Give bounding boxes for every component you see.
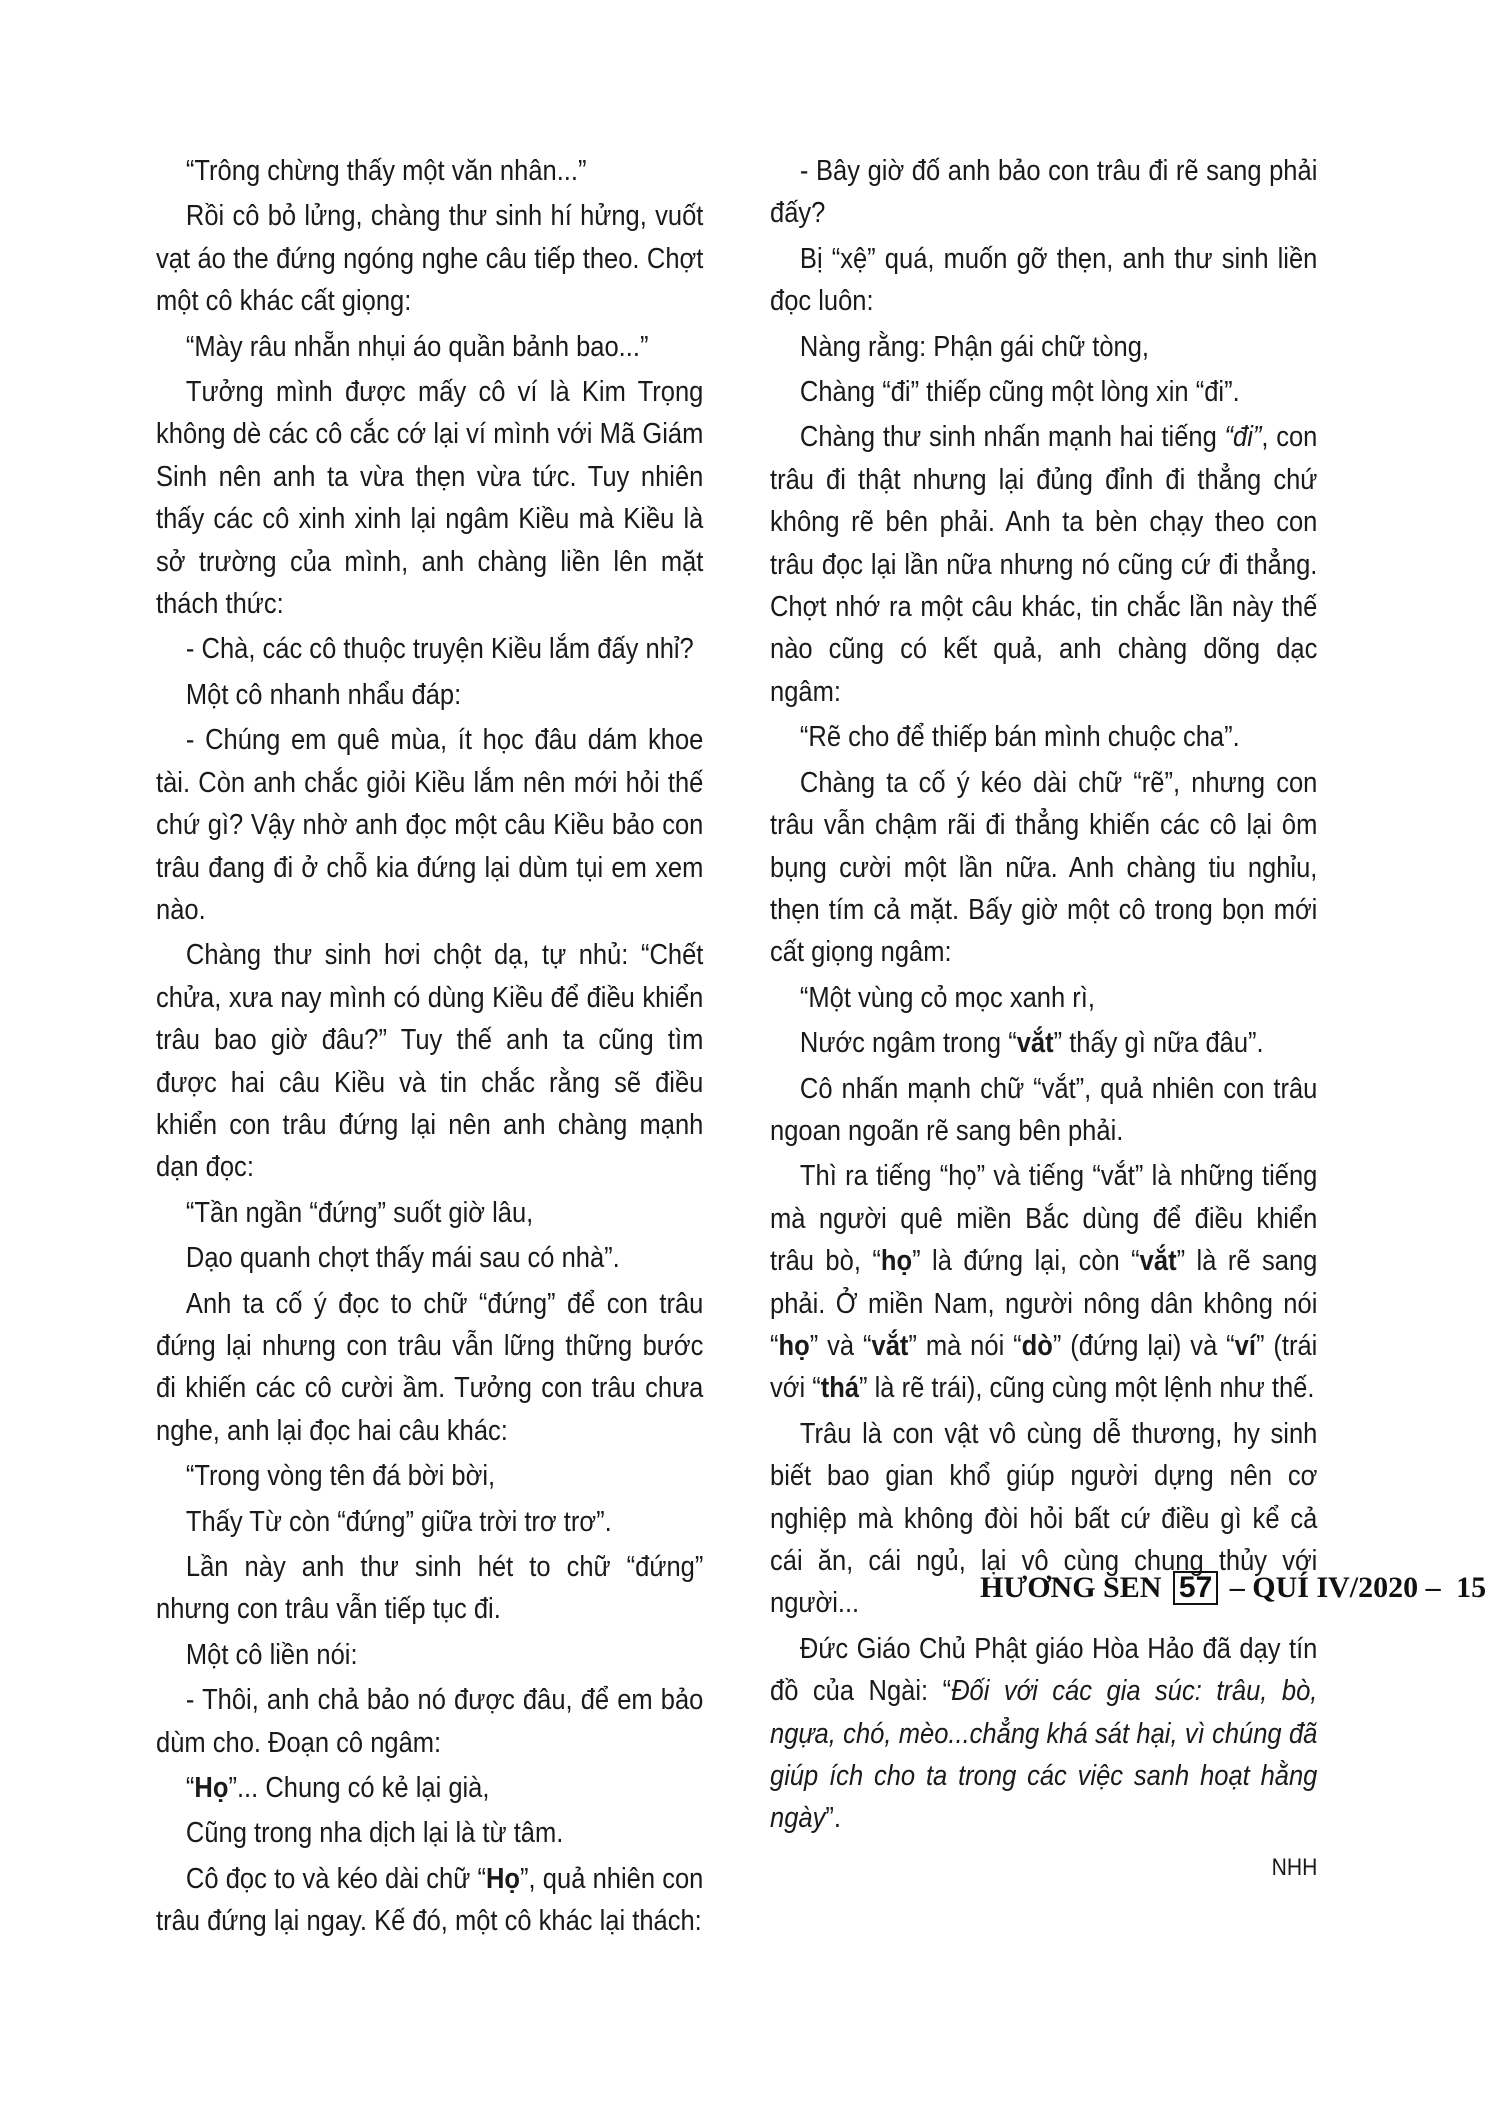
paragraph [770, 326, 1317, 371]
paragraph [156, 1455, 703, 1500]
paragraph [156, 150, 703, 195]
text-run: Một cô liền nói: [185, 1638, 358, 1671]
paragraph [156, 1679, 703, 1767]
text-run: Nàng rằng: Phận gái chữ tòng, [799, 330, 1150, 363]
text-run: Một cô nhanh nhẩu đáp: [185, 678, 462, 711]
paragraph [770, 416, 1317, 716]
text-run: Cô nhấn mạnh chữ “vắt”, quả nhiên con trâu ngoan ngoãn rẽ sang bên phải. [770, 1072, 1318, 1147]
text-run: - Chúng em quê mùa, ít học đâu dám khoe tài. Còn anh chắc giỏi Kiều lắm nên mới hỏi thế chứ gì? Vậy nhờ anh đọc một câu Kiều bảo con trâu đang đi ở chỗ kia đứng lại dùm tụi em xem nào. [156, 724, 704, 926]
text-run: - Thôi, anh chả bảo nó được đâu, để em bảo dùm cho. Đoạn cô ngâm: [156, 1684, 704, 1759]
text-run: Anh ta cố ý đọc to chữ “đứng” để con trâu đứng lại nhưng con trâu vẫn lững thững bước đi khiến các cô cười ầm. Tưởng con trâu chưa nghe, anh lại đọc hai câu khác: [156, 1287, 704, 1447]
text-run: “Một vùng cỏ mọc xanh rì, [799, 981, 1095, 1014]
text-run: “Tần ngần “đứng” suốt giờ lâu, [185, 1196, 534, 1229]
paragraph [156, 1858, 703, 1946]
footer-separator-2: – [1425, 1571, 1441, 1605]
text-run: ”... Chung có kẻ lại già, [228, 1772, 490, 1805]
issue-quarter: QUÍ IV/2020 [1252, 1571, 1419, 1605]
paragraph [156, 1767, 703, 1812]
bold-text: Họ [194, 1772, 229, 1805]
text-run: ” và “ [809, 1329, 872, 1362]
text-run: Bị “xệ” quá, muốn gỡ thẹn, anh thư sinh liền đọc luôn: [770, 242, 1318, 318]
left-column [156, 150, 703, 1946]
text-run: “Trong vòng tên đá bời bời, [185, 1460, 496, 1493]
italic-text: Đối với các gia súc: trâu, bò, ngựa, chó, mèo...chẳng khá sát hại, vì chúng đã giúp ích cho ta trong các việc sanh hoạt hằng ngày [770, 1675, 1318, 1835]
text-run: Thấy Từ còn “đứng” giữa trời trơ trơ”. [185, 1505, 612, 1538]
magazine-name: HƯƠNG SEN [980, 1571, 1162, 1605]
text-run: , con trâu đi thật nhưng lại đủng đỉnh đi thẳng chứ không rẽ bên phải. Anh ta bèn chạy theo con trâu đọc lại lần nữa nhưng nó cũng cứ đi thẳng. Chợt nhớ ra một câu khác, tin chắc lần này thế nào cũng có kết quả, anh chàng dõng dạc ngâm: [770, 421, 1318, 708]
text-run: ”. [825, 1802, 841, 1835]
paragraph [770, 1628, 1317, 1843]
bold-text: ví [1234, 1329, 1256, 1362]
text-run: Rồi cô bỏ lửng, chàng thư sinh hí hửng, vuốt vạt áo the đứng ngóng nghe câu tiếp theo. Chợt một cô khác cất giọng: [156, 200, 704, 318]
text-run: ” (trái với “ [770, 1329, 1318, 1405]
paragraph [156, 1501, 703, 1546]
text-run: Chàng ta cố ý kéo dài chữ “rẽ”, nhưng con trâu vẫn chậm rãi đi thẳng khiến các cô lại ôm bụng cười một lần nữa. Anh chàng tiu nghỉu, thẹn tím cả mặt. Bấy giờ một cô trong bọn mới cất giọng ngâm: [770, 766, 1318, 969]
paragraph [156, 1283, 703, 1456]
text-run: Lần này anh thư sinh hét to chữ “đứng” nhưng con trâu vẫn tiếp tục đi. [156, 1551, 704, 1626]
paragraph [770, 762, 1317, 977]
text-run: Cô đọc to và kéo dài chữ “ [185, 1862, 487, 1895]
paragraph [156, 1192, 703, 1237]
paragraph [156, 1812, 703, 1857]
text-run: “Trông chừng thấy một văn nhân...” [185, 155, 587, 187]
text-run: Chàng “đi” thiếp cũng một lòng xin “đi”. [799, 376, 1240, 409]
text-run: “Mày râu nhẵn nhụi áo quần bảnh bao...” [185, 330, 649, 363]
text-run: ” mà nói “ [908, 1329, 1022, 1362]
footer-separator: – [1229, 1571, 1245, 1605]
text-run: Cũng trong nha dịch lại là từ tâm. [185, 1817, 564, 1850]
paragraph [770, 1068, 1317, 1156]
text-run: ”, quả nhiên con trâu đứng lại ngay. Kế đó, một cô khác lại thách: [156, 1862, 704, 1938]
bold-text: thá [820, 1372, 860, 1405]
text-run: “ [185, 1772, 195, 1805]
text-run: Chàng thư sinh hơi chột dạ, tự nhủ: “Chết chửa, xưa nay mình có dùng Kiều để điều khiển trâu bao giờ đâu?” Tuy thế anh ta cũng tìm được hai câu Kiều và tin chắc rằng sẽ điều khiển con trâu đứng lại nên anh chàng mạnh dạn đọc: [156, 939, 704, 1184]
paragraph [770, 1155, 1317, 1412]
bold-text: vắt [1139, 1245, 1177, 1278]
paragraph [156, 1634, 703, 1679]
text-run: Dạo quanh chợt thấy mái sau có nhà”. [185, 1242, 620, 1275]
paragraph [156, 674, 703, 719]
bold-text: Họ [486, 1862, 521, 1895]
text-run: Chàng thư sinh nhấn mạnh hai tiếng [799, 421, 1225, 454]
paragraph [156, 1237, 703, 1282]
paragraph [770, 238, 1317, 326]
text-run: ” thấy gì nữa đâu”. [1053, 1027, 1264, 1060]
paragraph [156, 195, 703, 325]
text-run: “Rẽ cho để thiếp bán mình chuộc cha”. [799, 721, 1240, 754]
text-run: Đức Giáo Chủ Phật giáo Hòa Hảo đã dạy tín đồ của Ngài: “ [770, 1632, 1318, 1708]
paragraph [156, 934, 703, 1191]
bold-text: vắt [1016, 1027, 1054, 1060]
right-column [770, 150, 1317, 1892]
paragraph [770, 716, 1317, 761]
page-number: 15 [1456, 1571, 1487, 1605]
text-run: ” là rẽ sang phải. Ở miền Nam, người nông dân không nói “ [770, 1245, 1318, 1362]
paragraph [156, 326, 703, 371]
paragraph [770, 150, 1317, 238]
text-run: Trâu là con vật vô cùng dễ thương, hy sinh biết bao gian khổ giúp người dựng nên cơ nghiệp mà không đòi hỏi bất cứ điều gì kể cả cái ăn, cái ngủ, lại vô cùng chung thủy với người... [770, 1417, 1318, 1620]
paragraph [156, 371, 703, 628]
paragraph [156, 1546, 703, 1634]
text-run: Nước ngâm trong “ [799, 1027, 1017, 1060]
page-footer [980, 1562, 1487, 1610]
paragraph [156, 719, 703, 934]
paragraph [770, 977, 1317, 1022]
text-run: Tưởng mình được mấy cô ví là Kim Trọng không dè các cô cắc cớ lại ví mình với Mã Giám Sinh nên anh ta vừa thẹn vừa tức. Tuy nhiên thấy các cô xinh xinh lại ngâm Kiều mà Kiều là sở trường của mình, anh chàng liền lên mặt thách thức: [156, 376, 704, 621]
text-run: - Chà, các cô thuộc truyện Kiều lắm đấy nhỉ? [185, 633, 694, 666]
paragraph [156, 628, 703, 673]
paragraph [770, 1022, 1317, 1067]
bold-text: vắt [871, 1329, 909, 1362]
bold-text: họ [880, 1245, 913, 1278]
bold-text: dò [1021, 1329, 1053, 1362]
issue-number: 57 [1173, 1571, 1218, 1605]
text-run: ” là rẽ trái), cũng cùng một lệnh như thế. [859, 1372, 1315, 1405]
text-run: ” (đứng lại) và “ [1052, 1329, 1235, 1362]
text-run: Thì ra tiếng “họ” và tiếng “vắt” là những tiếng mà người quê miền Bắc dùng để điều khiển trâu bò, “ [770, 1160, 1318, 1278]
paragraph [770, 371, 1317, 416]
text-run: ” là đứng lại, còn “ [912, 1245, 1140, 1278]
italic-text: “đi” [1224, 421, 1262, 454]
author-signature: NHH [1271, 1853, 1318, 1881]
text-run: - Bây giờ đố anh bảo con trâu đi rẽ sang phải đấy? [770, 155, 1318, 230]
bold-text: họ [778, 1329, 810, 1362]
